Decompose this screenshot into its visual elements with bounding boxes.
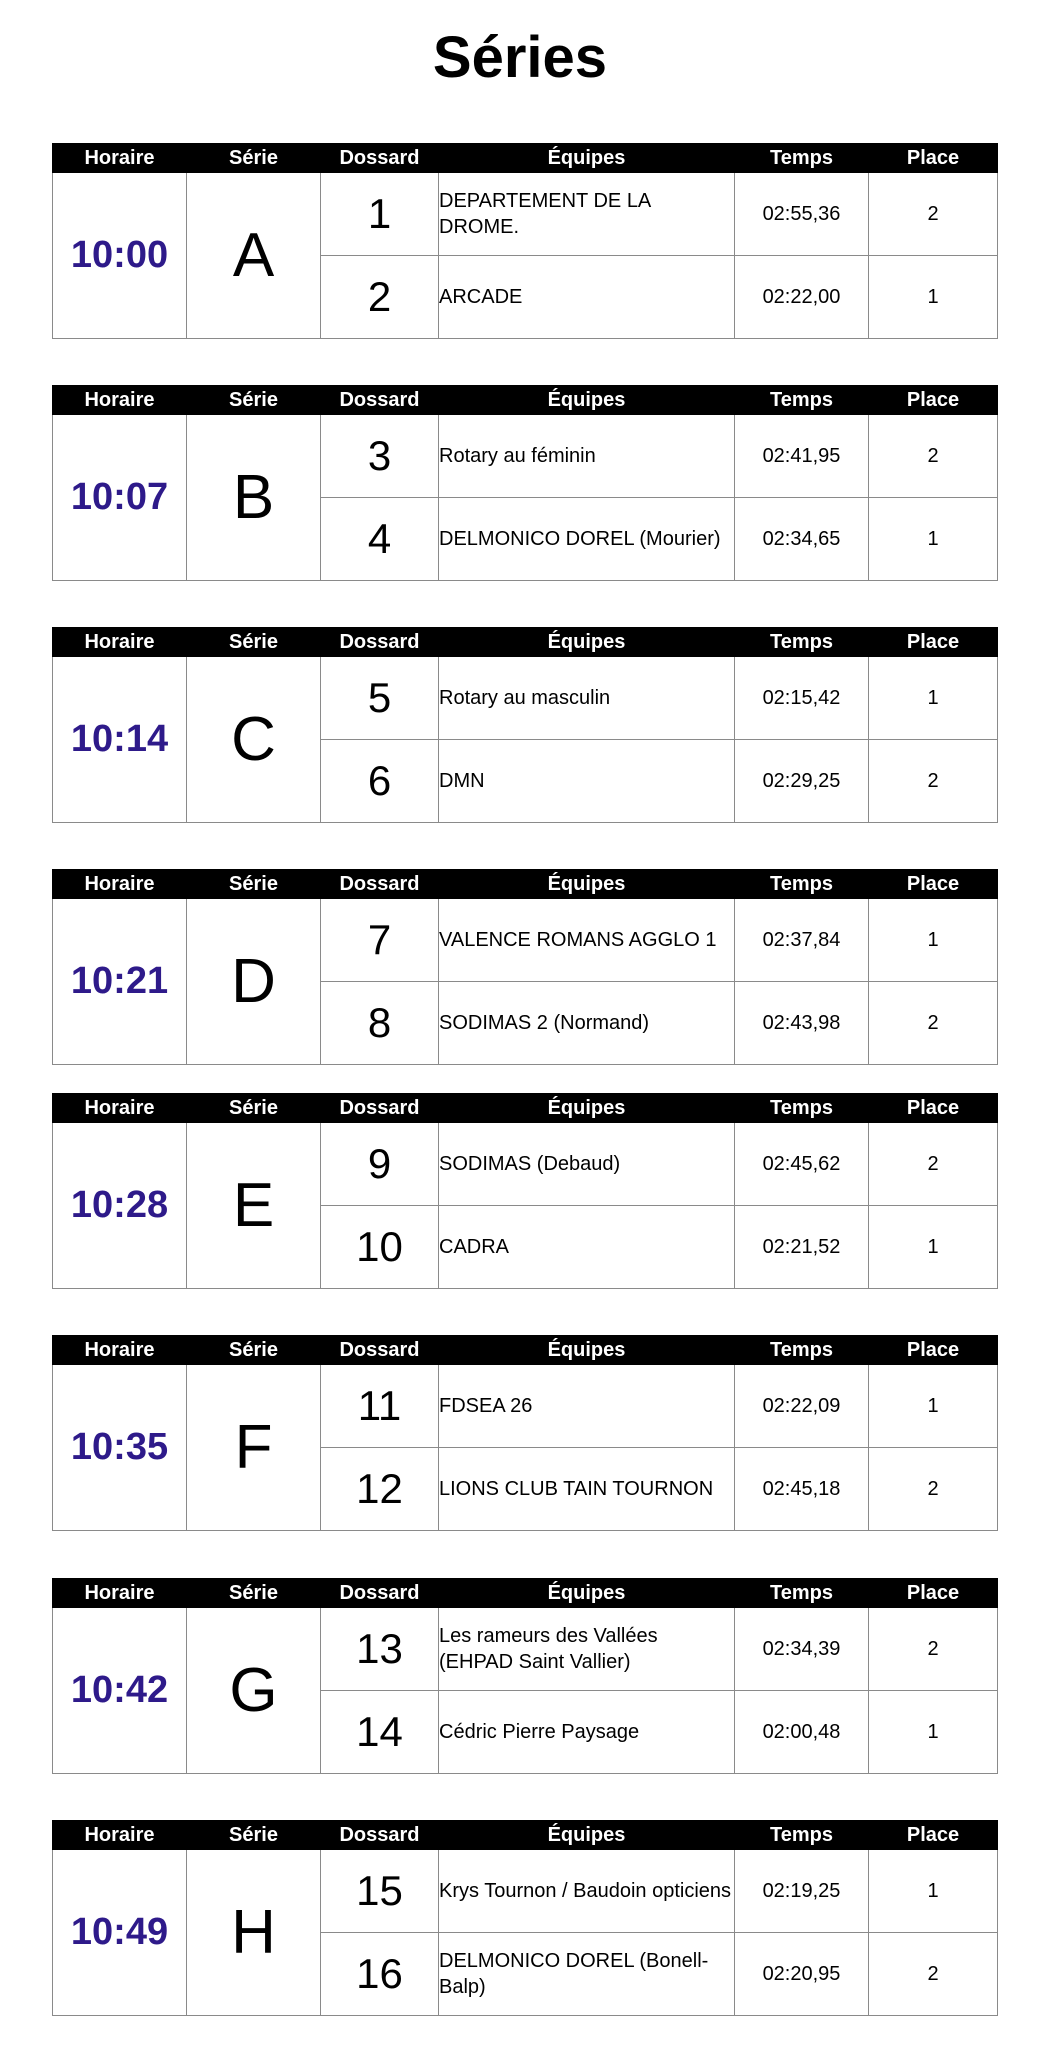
header-horaire: Horaire — [53, 628, 187, 657]
header-place: Place — [869, 1579, 998, 1608]
race-time: 02:22,00 — [735, 256, 869, 339]
series-table — [52, 1093, 998, 1289]
header-dossard: Dossard — [321, 1094, 439, 1123]
table-row — [53, 1850, 998, 1933]
bib-number: 14 — [321, 1691, 439, 1774]
start-time: 10:14 — [53, 657, 187, 823]
place-rank: 1 — [869, 1365, 998, 1448]
header-place: Place — [869, 144, 998, 173]
team-name: Les rameurs des Vallées (EHPAD Saint Vallier) — [439, 1608, 735, 1691]
bib-number: 1 — [321, 173, 439, 256]
team-name: Rotary au féminin — [439, 415, 735, 498]
bib-number: 3 — [321, 415, 439, 498]
bib-number: 5 — [321, 657, 439, 740]
header-serie: Série — [187, 870, 321, 899]
serie-letter: H — [187, 1850, 321, 2016]
header-dossard: Dossard — [321, 144, 439, 173]
bib-number: 7 — [321, 899, 439, 982]
start-time: 10:42 — [53, 1608, 187, 1774]
team-name: DMN — [439, 740, 735, 823]
bib-number: 12 — [321, 1448, 439, 1531]
header-dossard: Dossard — [321, 386, 439, 415]
place-rank: 2 — [869, 415, 998, 498]
start-time: 10:35 — [53, 1365, 187, 1531]
series-table — [52, 1335, 998, 1531]
header-temps: Temps — [735, 386, 869, 415]
series-table — [52, 1578, 998, 1774]
header-row — [53, 1579, 998, 1608]
bib-number: 13 — [321, 1608, 439, 1691]
header-temps: Temps — [735, 144, 869, 173]
series-table — [52, 385, 998, 581]
series-block-c — [52, 627, 997, 823]
start-time: 10:07 — [53, 415, 187, 581]
place-rank: 2 — [869, 173, 998, 256]
race-time: 02:34,65 — [735, 498, 869, 581]
series-block-f — [52, 1335, 997, 1531]
series-block-h — [52, 1820, 997, 2016]
header-temps: Temps — [735, 1579, 869, 1608]
header-row — [53, 870, 998, 899]
header-equipes: Équipes — [439, 1579, 735, 1608]
serie-letter: B — [187, 415, 321, 581]
race-time: 02:41,95 — [735, 415, 869, 498]
place-rank: 2 — [869, 740, 998, 823]
race-time: 02:45,62 — [735, 1123, 869, 1206]
header-serie: Série — [187, 1094, 321, 1123]
place-rank: 2 — [869, 1123, 998, 1206]
series-block-a — [52, 143, 997, 339]
race-time: 02:20,95 — [735, 1933, 869, 2016]
header-serie: Série — [187, 1336, 321, 1365]
header-serie: Série — [187, 1579, 321, 1608]
team-name: DELMONICO DOREL (Bonell-Balp) — [439, 1933, 735, 2016]
team-name: CADRA — [439, 1206, 735, 1289]
header-temps: Temps — [735, 628, 869, 657]
place-rank: 1 — [869, 1206, 998, 1289]
start-time: 10:21 — [53, 899, 187, 1065]
bib-number: 16 — [321, 1933, 439, 2016]
serie-letter: D — [187, 899, 321, 1065]
header-temps: Temps — [735, 1821, 869, 1850]
team-name: SODIMAS (Debaud) — [439, 1123, 735, 1206]
header-place: Place — [869, 1821, 998, 1850]
header-row — [53, 144, 998, 173]
header-row — [53, 386, 998, 415]
team-name: SODIMAS 2 (Normand) — [439, 982, 735, 1065]
start-time: 10:28 — [53, 1123, 187, 1289]
header-equipes: Équipes — [439, 386, 735, 415]
place-rank: 1 — [869, 1850, 998, 1933]
race-time: 02:55,36 — [735, 173, 869, 256]
series-table — [52, 627, 998, 823]
table-row — [53, 1608, 998, 1691]
start-time: 10:49 — [53, 1850, 187, 2016]
series-block-d — [52, 869, 997, 1065]
header-serie: Série — [187, 1821, 321, 1850]
team-name: DELMONICO DOREL (Mourier) — [439, 498, 735, 581]
team-name: Rotary au masculin — [439, 657, 735, 740]
header-temps: Temps — [735, 1094, 869, 1123]
header-place: Place — [869, 1094, 998, 1123]
race-time: 02:22,09 — [735, 1365, 869, 1448]
header-dossard: Dossard — [321, 1579, 439, 1608]
series-block-e — [52, 1093, 997, 1289]
team-name: DEPARTEMENT DE LA DROME. — [439, 173, 735, 256]
header-equipes: Équipes — [439, 1821, 735, 1850]
place-rank: 2 — [869, 982, 998, 1065]
header-equipes: Équipes — [439, 1094, 735, 1123]
page-title: Séries — [432, 25, 608, 90]
place-rank: 2 — [869, 1448, 998, 1531]
table-row — [53, 899, 998, 982]
race-time: 02:29,25 — [735, 740, 869, 823]
header-serie: Série — [187, 628, 321, 657]
header-row — [53, 1821, 998, 1850]
race-time: 02:34,39 — [735, 1608, 869, 1691]
table-row — [53, 173, 998, 256]
serie-letter: C — [187, 657, 321, 823]
header-place: Place — [869, 628, 998, 657]
header-equipes: Équipes — [439, 628, 735, 657]
table-row — [53, 657, 998, 740]
header-temps: Temps — [735, 870, 869, 899]
header-serie: Série — [187, 144, 321, 173]
serie-letter: F — [187, 1365, 321, 1531]
header-row — [53, 1094, 998, 1123]
bib-number: 2 — [321, 256, 439, 339]
header-horaire: Horaire — [53, 870, 187, 899]
start-time: 10:00 — [53, 173, 187, 339]
header-horaire: Horaire — [53, 1336, 187, 1365]
place-rank: 2 — [869, 1608, 998, 1691]
header-place: Place — [869, 386, 998, 415]
header-dossard: Dossard — [321, 1336, 439, 1365]
bib-number: 10 — [321, 1206, 439, 1289]
header-equipes: Équipes — [439, 1336, 735, 1365]
table-row — [53, 1365, 998, 1448]
race-time: 02:21,52 — [735, 1206, 869, 1289]
bib-number: 15 — [321, 1850, 439, 1933]
team-name: FDSEA 26 — [439, 1365, 735, 1448]
header-row — [53, 1336, 998, 1365]
team-name: VALENCE ROMANS AGGLO 1 — [439, 899, 735, 982]
place-rank: 1 — [869, 256, 998, 339]
serie-letter: A — [187, 173, 321, 339]
team-name: LIONS CLUB TAIN TOURNON — [439, 1448, 735, 1531]
team-name: Cédric Pierre Paysage — [439, 1691, 735, 1774]
header-serie: Série — [187, 386, 321, 415]
bib-number: 6 — [321, 740, 439, 823]
header-horaire: Horaire — [53, 1821, 187, 1850]
team-name: Krys Tournon / Baudoin opticiens — [439, 1850, 735, 1933]
series-table — [52, 869, 998, 1065]
bib-number: 8 — [321, 982, 439, 1065]
place-rank: 1 — [869, 899, 998, 982]
race-time: 02:19,25 — [735, 1850, 869, 1933]
bib-number: 11 — [321, 1365, 439, 1448]
header-horaire: Horaire — [53, 1094, 187, 1123]
header-temps: Temps — [735, 1336, 869, 1365]
race-time: 02:37,84 — [735, 899, 869, 982]
table-row — [53, 1123, 998, 1206]
header-dossard: Dossard — [321, 628, 439, 657]
header-place: Place — [869, 1336, 998, 1365]
table-row — [53, 415, 998, 498]
place-rank: 1 — [869, 1691, 998, 1774]
team-name: ARCADE — [439, 256, 735, 339]
header-dossard: Dossard — [321, 870, 439, 899]
race-time: 02:15,42 — [735, 657, 869, 740]
header-place: Place — [869, 870, 998, 899]
header-equipes: Équipes — [439, 144, 735, 173]
serie-letter: G — [187, 1608, 321, 1774]
series-block-g — [52, 1578, 997, 1774]
place-rank: 2 — [869, 1933, 998, 2016]
race-time: 02:43,98 — [735, 982, 869, 1065]
bib-number: 4 — [321, 498, 439, 581]
series-block-b — [52, 385, 997, 581]
bib-number: 9 — [321, 1123, 439, 1206]
place-rank: 1 — [869, 498, 998, 581]
series-table — [52, 143, 998, 339]
series-table — [52, 1820, 998, 2016]
header-dossard: Dossard — [321, 1821, 439, 1850]
race-time: 02:45,18 — [735, 1448, 869, 1531]
header-equipes: Équipes — [439, 870, 735, 899]
header-row — [53, 628, 998, 657]
header-horaire: Horaire — [53, 386, 187, 415]
place-rank: 1 — [869, 657, 998, 740]
header-horaire: Horaire — [53, 1579, 187, 1608]
serie-letter: E — [187, 1123, 321, 1289]
header-horaire: Horaire — [53, 144, 187, 173]
race-time: 02:00,48 — [735, 1691, 869, 1774]
